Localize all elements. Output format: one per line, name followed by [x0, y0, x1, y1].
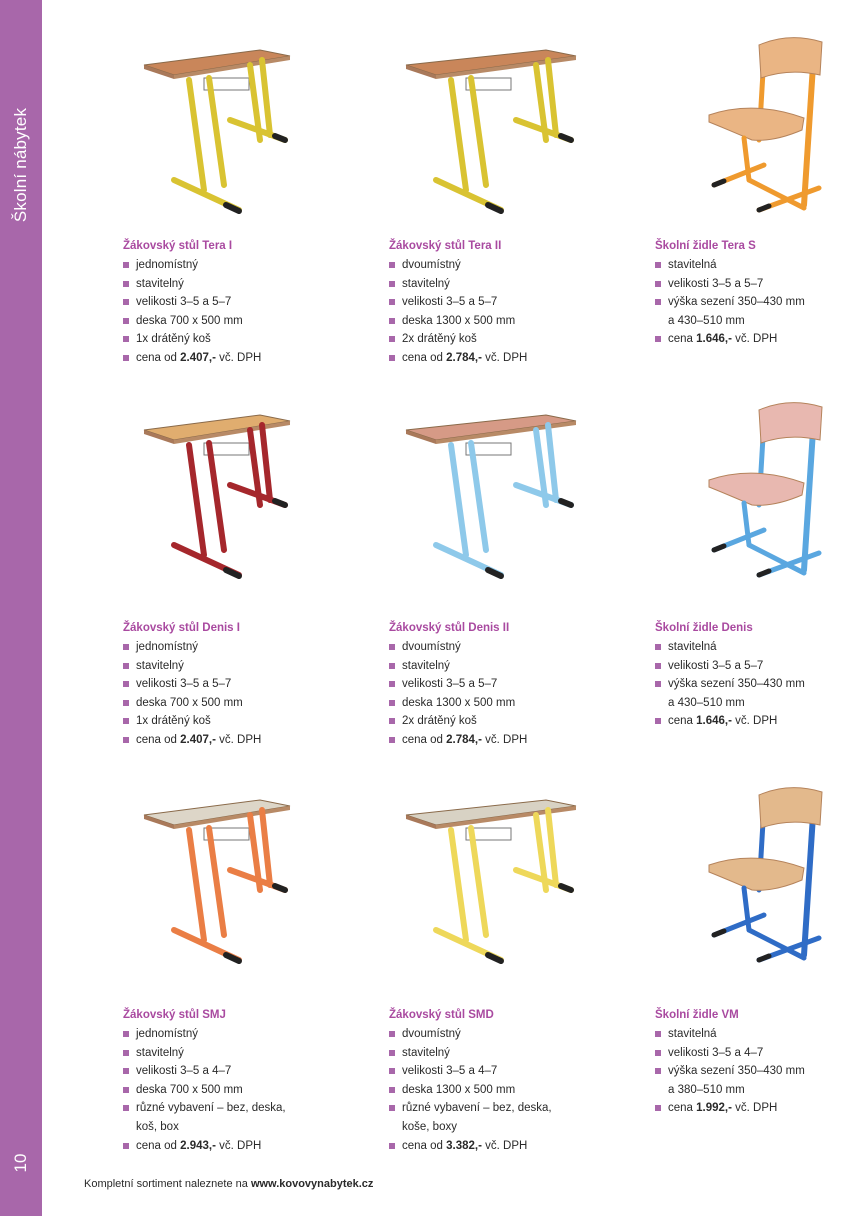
price-value: 3.382,-	[446, 1139, 482, 1152]
page-number: 10	[11, 1153, 30, 1173]
desk-single-icon	[118, 780, 358, 970]
price-suffix: vč. DPH	[481, 1139, 528, 1152]
price-prefix: cena	[668, 715, 697, 728]
spec-list	[655, 638, 860, 731]
footer-link[interactable]: www.kovovynabytek.cz	[250, 1178, 374, 1190]
desk-double-icon	[378, 30, 618, 220]
price-prefix: cena od	[136, 1139, 181, 1152]
spec-item: dvoumístný	[389, 638, 629, 657]
product-name: Žákovský stůl Tera II	[389, 240, 502, 252]
spec-item: deska 1300 x 500 mm	[389, 312, 629, 331]
spec-item: výška sezení 350–430 mm	[655, 675, 860, 694]
spec-list	[389, 1025, 629, 1155]
spec-item: velikosti 3–5 a 4–7	[389, 1062, 629, 1081]
spec-item: stavitelný	[389, 657, 629, 676]
spec-item: 2x drátěný koš	[389, 712, 629, 731]
spec-item: koš, box	[136, 1120, 179, 1133]
product-info	[123, 619, 363, 750]
spec-item: dvoumístný	[389, 1025, 629, 1044]
spec-item: jednomístný	[123, 1025, 363, 1044]
price-prefix: cena od	[402, 733, 447, 746]
price-value: 2.784,-	[446, 351, 482, 364]
price-line	[123, 349, 363, 368]
product-name: Školní židle Denis	[655, 622, 753, 634]
price-line	[389, 349, 629, 368]
price-value: 2.784,-	[446, 733, 482, 746]
price-value: 2.943,-	[180, 1139, 216, 1152]
price-value: 2.407,-	[180, 351, 216, 364]
spec-item: velikosti 3–5 a 5–7	[655, 657, 860, 676]
spec-item: velikosti 3–5 a 5–7	[389, 675, 629, 694]
desk-double-icon	[378, 780, 618, 970]
price-suffix: vč. DPH	[215, 351, 262, 364]
desk-single-icon	[118, 395, 358, 585]
product-name: Žákovský stůl Tera I	[123, 240, 233, 252]
spec-item: velikosti 3–5 a 5–7	[389, 293, 629, 312]
product-name: Žákovský stůl SMJ	[123, 1009, 226, 1021]
spec-item: a 430–510 mm	[668, 696, 745, 709]
price-suffix: vč. DPH	[215, 733, 262, 746]
spec-item: deska 700 x 500 mm	[123, 694, 363, 713]
spec-item: různé vybavení – bez, deska,	[123, 1099, 363, 1118]
spec-item: stavitelný	[389, 1044, 629, 1063]
chair-icon	[644, 30, 860, 220]
spec-list	[123, 1025, 363, 1155]
spec-item: stavitelný	[123, 1044, 363, 1063]
price-value: 1.646,-	[696, 333, 732, 346]
product-name: Školní židle VM	[655, 1009, 739, 1021]
price-value: 2.407,-	[180, 733, 216, 746]
spec-item: a 380–510 mm	[668, 1083, 745, 1096]
footer	[84, 1178, 373, 1190]
spec-item: stavitelný	[123, 657, 363, 676]
spec-item: 1x drátěný koš	[123, 330, 363, 349]
price-line	[389, 1137, 629, 1156]
spec-item: velikosti 3–5 a 5–7	[123, 675, 363, 694]
price-line	[655, 1099, 860, 1118]
price-line	[123, 731, 363, 750]
spec-item: stavitelná	[655, 256, 860, 275]
footer-text: Kompletní sortiment naleznete na	[84, 1178, 251, 1190]
price-suffix: vč. DPH	[731, 1102, 778, 1115]
spec-item: velikosti 3–5 a 4–7	[655, 1044, 860, 1063]
spec-item: deska 1300 x 500 mm	[389, 1081, 629, 1100]
spec-item: velikosti 3–5 a 5–7	[123, 293, 363, 312]
spec-item: 1x drátěný koš	[123, 712, 363, 731]
price-suffix: vč. DPH	[731, 715, 778, 728]
price-line	[655, 330, 860, 349]
product-info	[655, 619, 860, 731]
price-prefix: cena	[668, 333, 697, 346]
chair-icon	[644, 395, 860, 585]
price-line	[389, 731, 629, 750]
product-info	[655, 237, 860, 349]
spec-list	[123, 638, 363, 750]
price-prefix: cena od	[136, 733, 181, 746]
spec-list	[389, 256, 629, 368]
spec-item: koše, boxy	[402, 1120, 457, 1133]
spec-item: stavitelný	[389, 275, 629, 294]
product-info	[123, 1006, 363, 1155]
product-name: Žákovský stůl Denis II	[389, 622, 510, 634]
price-prefix: cena od	[136, 351, 181, 364]
spec-list	[655, 1025, 860, 1118]
chair-icon	[644, 780, 860, 970]
spec-item: stavitelný	[123, 275, 363, 294]
price-prefix: cena od	[402, 1139, 447, 1152]
spec-item: deska 700 x 500 mm	[123, 312, 363, 331]
spec-item: stavitelná	[655, 1025, 860, 1044]
product-info	[123, 237, 363, 368]
spec-item: stavitelná	[655, 638, 860, 657]
price-value: 1.646,-	[696, 715, 732, 728]
spec-item: jednomístný	[123, 256, 363, 275]
spec-item: deska 700 x 500 mm	[123, 1081, 363, 1100]
price-suffix: vč. DPH	[481, 733, 528, 746]
product-name: Žákovský stůl Denis I	[123, 622, 240, 634]
section-title: Školní nábytek	[11, 107, 30, 223]
product-info	[655, 1006, 860, 1118]
product-info	[389, 1006, 629, 1155]
spec-item: velikosti 3–5 a 5–7	[655, 275, 860, 294]
price-line	[655, 712, 860, 731]
price-value: 1.992,-	[696, 1102, 732, 1115]
price-suffix: vč. DPH	[215, 1139, 262, 1152]
price-prefix: cena od	[402, 351, 447, 364]
product-info	[389, 619, 629, 750]
spec-list	[123, 256, 363, 368]
spec-item: jednomístný	[123, 638, 363, 657]
product-name: Školní židle Tera S	[655, 240, 756, 252]
spec-item: 2x drátěný koš	[389, 330, 629, 349]
spec-item: a 430–510 mm	[668, 314, 745, 327]
spec-list	[389, 638, 629, 750]
desk-single-icon	[118, 30, 358, 220]
side-bar	[0, 0, 42, 1216]
spec-item: různé vybavení – bez, deska,	[389, 1099, 629, 1118]
price-suffix: vč. DPH	[481, 351, 528, 364]
spec-item: deska 1300 x 500 mm	[389, 694, 629, 713]
spec-item: dvoumístný	[389, 256, 629, 275]
desk-double-icon	[378, 395, 618, 585]
spec-item: výška sezení 350–430 mm	[655, 293, 860, 312]
spec-list	[655, 256, 860, 349]
spec-item: výška sezení 350–430 mm	[655, 1062, 860, 1081]
spec-item: velikosti 3–5 a 4–7	[123, 1062, 363, 1081]
price-line	[123, 1137, 363, 1156]
product-info	[389, 237, 629, 368]
product-name: Žákovský stůl SMD	[389, 1009, 494, 1021]
price-suffix: vč. DPH	[731, 333, 778, 346]
price-prefix: cena	[668, 1102, 697, 1115]
